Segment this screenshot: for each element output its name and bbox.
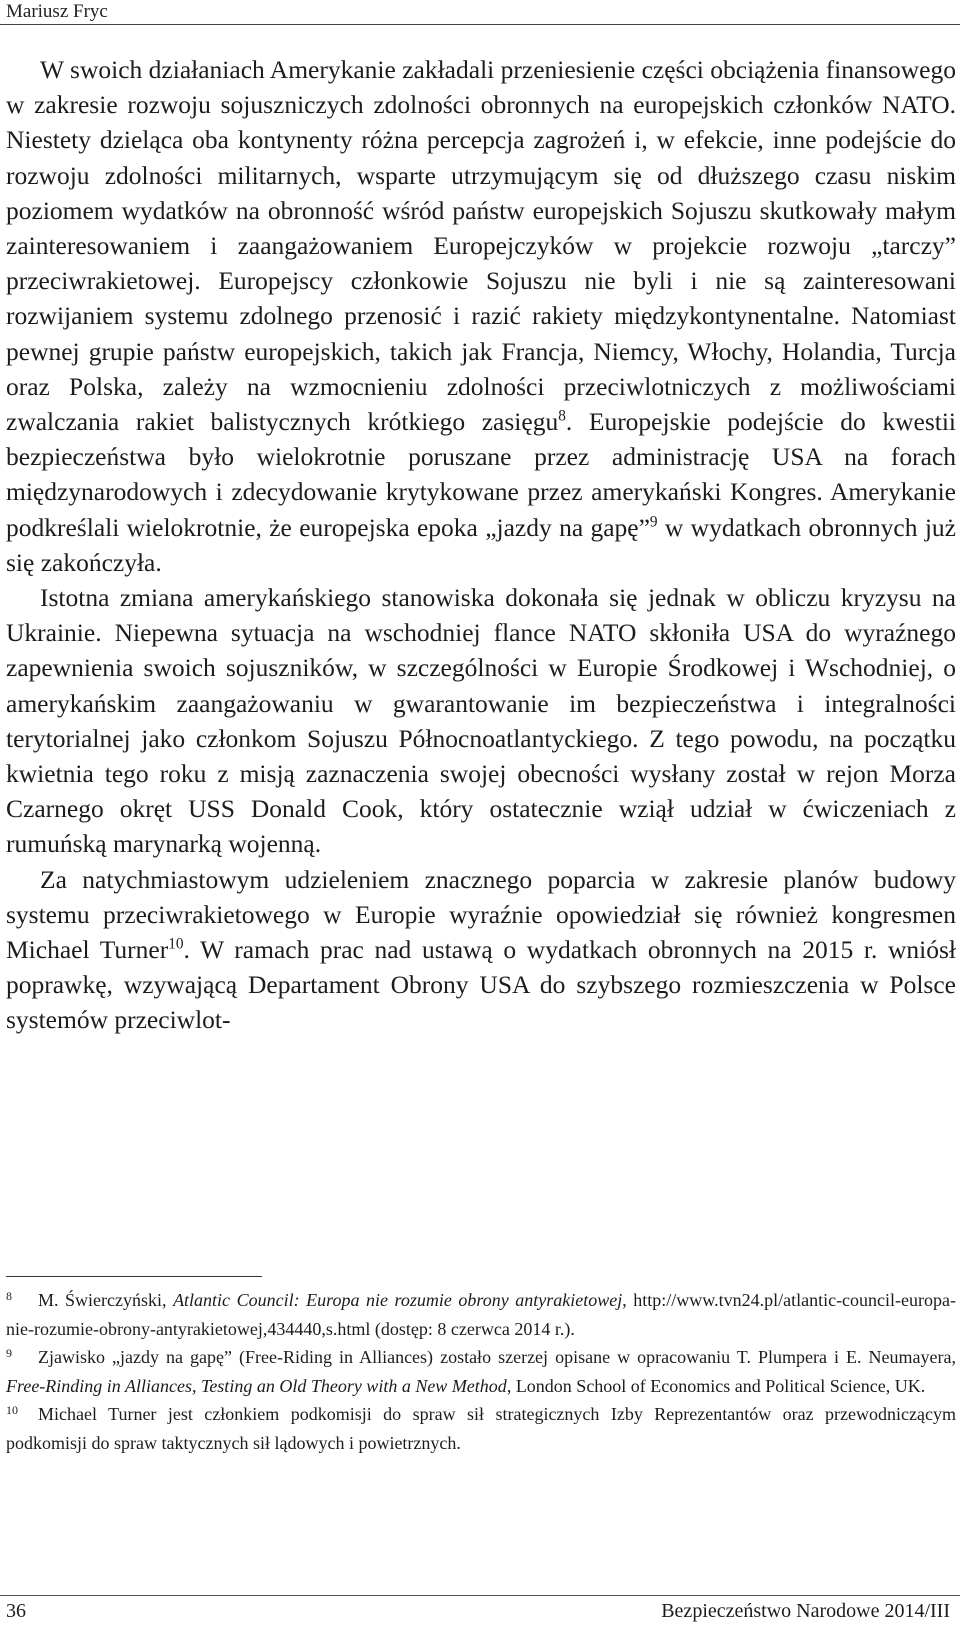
footnote-text: Michael Turner jest członkiem podkomisji do spraw sił strategicznych Izby Reprezentantów oraz przewodniczącym podkomisji do spraw taktycznych sił lądowych i powietrznych.: [6, 1404, 956, 1453]
footnote-number: 9: [6, 1346, 12, 1360]
footnote-ref-8[interactable]: 8: [558, 407, 566, 425]
body-text: [6, 52, 956, 1038]
footnote-number: 10: [6, 1403, 18, 1417]
footnote-9: [6, 1343, 956, 1400]
page-number: 36: [6, 1600, 26, 1622]
footnote-number: 8: [6, 1289, 12, 1303]
running-head-author: Mariusz Fryc: [6, 1, 108, 22]
journal-title: Bezpieczeństwo Narodowe 2014/III: [661, 1600, 950, 1622]
header-rule: [0, 24, 960, 25]
paragraph-1: [6, 52, 956, 580]
paragraph-text: W swoich działaniach Amerykanie zakładali przeniesienie części obciążenia finansowego w zakresie rozwoju sojuszniczych zdolności obronnych na europejskich członków NATO. Niestety dzieląca oba kontynenty różna percepcja zagrożeń i, w efekcie, inne podejście do rozwoju zdolności militarnych, wsparte utrzymującym się od dłuższego czasu niskim poziomem wydatków na obronność wśród państw europejskich Sojuszu skutkowały małym zainteresowaniem i zaangażowaniem Europejczyków w projekcie rozwoju „tarczy” przeciwrakietowej. Europejscy członkowie Sojuszu nie byli i nie są zainteresowani rozwijaniem systemu zdolnego przenosić i razić rakiety międzykontynentalne. Natomiast pewnej grupie państw europejskich, takich jak Francja, Niemcy, Włochy, Holandia, Turcja oraz Polska, zależy na wzmocnieniu zdolności przeciwlotniczych z możliwościami zwalczania rakiet balistycznych krótkiego zasięgu: [6, 55, 956, 437]
paragraph-text: . W ramach prac nad ustawą o wydatkach obronnych na 2015 r. wniósł poprawkę, wzywającą Departament Obrony USA do szybszego rozmieszczenia w Polsce systemów przeciwlot-: [6, 935, 957, 1035]
footnote-text: Zjawisko „jazdy na gapę” (Free-Riding in Alliances) zostało szerzej opisane w opracowaniu T. Plumpera i E. Neumayera,: [38, 1347, 956, 1367]
paragraph-text: . Europejskie podejście do kwestii bezpieczeństwa było wielokrotnie poruszane przez administrację USA na forach międzynarodowych i zdecydowanie krytykowane przez amerykański Kongres. Amerykanie podkreślali wielokrotnie, że europejska epoka „jazdy na gapę”: [6, 407, 956, 542]
footnote-separator: [6, 1276, 262, 1277]
paragraph-text: w wydatkach obronnych już się zakończyła.: [6, 512, 956, 577]
footnote-ref-10[interactable]: 10: [168, 935, 184, 953]
footnote-text: , http://www.tvn24.pl/atlantic-council-europa-nie-rozumie-obrony-antyrakietowej,434440,s.html (dostęp: 8 czerwca 2014 r.).: [6, 1290, 956, 1339]
paragraph-text: Istotna zmiana amerykańskiego stanowiska dokonała się jednak w obliczu kryzysu na Ukrainie. Niepewna sytuacja na wschodniej flance NATO skłoniła USA do wyraźnego zapewnienia swoich sojuszników, w szczególności w Europie Środkowej i Wschodniej, o amerykańskim zaangażowaniu w gwarantowanie im bezpieczeństwa i integralności terytorialnej jako członkom Sojuszu Północnoatlantyckiego. Z tego powodu, na początku kwietnia tego roku z misją zaznaczenia swojej obecności wysłany został w rejon Morza Czarnego okręt USS Donald Cook, który ostatecznie wziął udział w ćwiczeniach z rumuńską marynarką wojenną.: [6, 583, 956, 859]
footnote-10: [6, 1400, 956, 1457]
footnote-ref-9[interactable]: 9: [649, 513, 658, 531]
footnote-text: M. Świerczyński,: [38, 1290, 174, 1310]
footnotes: [6, 1286, 956, 1457]
footnote-8: [6, 1286, 956, 1343]
footnote-title: Free-Rinding in Alliances, Testing an Old Theory with a New Method: [6, 1375, 507, 1396]
paragraph-3: [6, 862, 956, 1038]
footnote-text: , London School of Economics and Political Science, UK.: [506, 1375, 926, 1396]
paragraph-2: [6, 580, 956, 862]
footnote-title: Atlantic Council: Europa nie rozumie obrony antyrakietowej: [173, 1290, 623, 1310]
paragraph-text: Za natychmiastowym udzieleniem znacznego poparcia w zakresie planów budowy systemu przeciwrakietowego w Europie wyraźnie opowiedział się również kongresmen Michael Turner: [6, 864, 956, 965]
footer-rule: [0, 1595, 960, 1596]
